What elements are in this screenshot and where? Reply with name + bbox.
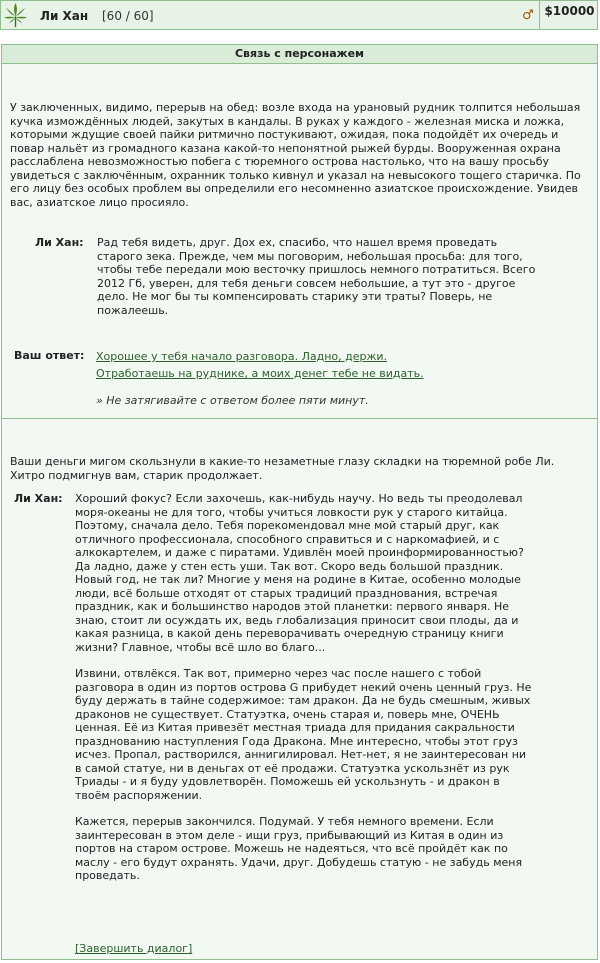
male-gender-icon: ♂ [522, 8, 534, 23]
speaker-label: Ли Хан: [35, 236, 84, 249]
speech-text [75, 492, 535, 883]
character-name: Ли Хан [40, 9, 89, 23]
answer-options [96, 348, 424, 382]
speech-text: Рад тебя видеть, друг. Дох ех, спасибо, что нашел время проведать старого зека. Прежде, чем мы поговорим, небольшая просьба: для того, чтобы тебе передали мою весточку пришлось немного потратиться. Всего 2012 Гб, уверен, для тебя деньги совсем небольшие, а тут это - другое дело. Не мог бы ты компенсировать старику эти траты? Поверь, не пожалеешь. [97, 236, 536, 317]
answer-label: Ваш ответ: [14, 349, 85, 362]
answer-refuse-link[interactable]: Отработаешь на руднике, а моих денег тебе не видать. [96, 367, 424, 380]
character-dialog-panel [1, 44, 598, 960]
top-status-bar [0, 0, 598, 30]
speech-paragraph: Хороший фокус? Если захочешь, как-нибудь научу. Но ведь ты преодолевал моря-океаны не для того, чтобы учиться ловкости рук у старого китайца. Поэтому, сначала дело. Тебя порекомендовал мне мой старый друг, как отличного профессионала, способного справиться и с наркомафией, и с алкокартелем, и даже с пиратами. Удивлён моей проинформированностью? Да ладно, даже у стен есть уши. Так вот. Скоро ведь большой праздник. Новый год, не так ли? Многие у меня на родине в Китае, особенно молодые люди, всё больше отходят от старых традиций празднования, встречая праздник, как и большинство народов этой планетки: первого января. Не знаю, стоит ли осуждать их, ведь глобализация приносит свои плоды, да и какая разница, в какой день переворачивать очередную страницу книги жизни? Главное, чтобы всё шло во благо... [75, 492, 524, 654]
money-balance: $10000 [539, 1, 599, 29]
narration-text: У заключенных, видимо, перерыв на обед: возле входа на урановый рудник толпится небольшая кучка измождённых людей, закутых в кандалы. В руках у каждого - железная миска и ложка, которыми ждущие своей пайки ритмично постукивают, ожидая, пока подойдёт их очередь и повар нальёт из громадного казана какой-то непонятной рыжей бурды. Вооруженная охрана расслаблена невозможностью побега с тюремного острова настолько, что на вашу просьбу увидеться с заключённым, охранник только кивнул и указал на невысокого тощего старичка. По его лицу без особых проблем вы определили его несомненно азиатское происхождение. Увидев вас, азиатское лицо просияло. [10, 101, 581, 209]
speaker-label: Ли Хан: [14, 492, 63, 505]
speech-paragraph: Кажется, перерыв закончился. Подумай. У тебя немного времени. Если заинтересован в этом деле - ищи груз, прибывающий из Китая в один из портов на старом острове. Можешь не надеяться, что всё пройдёт как по маслу - его будут охранять. Удачи, друг. Добудешь статую - не забудь меня проведать. [75, 815, 523, 882]
time-limit-note: » Не затягивайте с ответом более пяти минут. [96, 394, 369, 407]
narration-text: Ваши деньги мигом скользнули в какие-то незаметные глазу складки на тюремной робе Ли. Хитро подмигнув вам, старик продолжает. [10, 455, 555, 482]
dialog-step-1 [2, 65, 597, 419]
answer-accept-link[interactable]: Хорошее у тебя начало разговора. Ладно, держи. [96, 350, 388, 363]
cannabis-leaf-icon [2, 2, 29, 29]
speech-paragraph: Извини, отвлёкся. Так вот, примерно через час после нашего с тобой разговора в один из портов острова G прибудет некий очень ценный груз. Не буду держать в тайне содержимое: там дракон. Да не будь смешным, живых драконов не существует. Статуэтка, очень старая и, поверь мне, ОЧЕНЬ ценная. Её из Китая привезёт местная триада для придания сакральности празднованию наступления Года Дракона. Мне интересно, чтобы этот груз исчез. Пропал, растворился, аннигилировал. Нет-нет, я не заинтересован ни в самой статуе, ни в деньгах от её продажи. Статуэтка ускользнёт из рук Триады - и я буду удовлетворён. Поможешь ей ускользнуть - и дракон в твоём распоряжении. [75, 667, 532, 802]
finish-dialog-link[interactable]: [Завершить диалог] [75, 942, 193, 955]
panel-title: Связь с персонажем [2, 45, 597, 64]
health-readout: [60 / 60] [102, 9, 154, 23]
dialog-step-2 [2, 420, 597, 959]
